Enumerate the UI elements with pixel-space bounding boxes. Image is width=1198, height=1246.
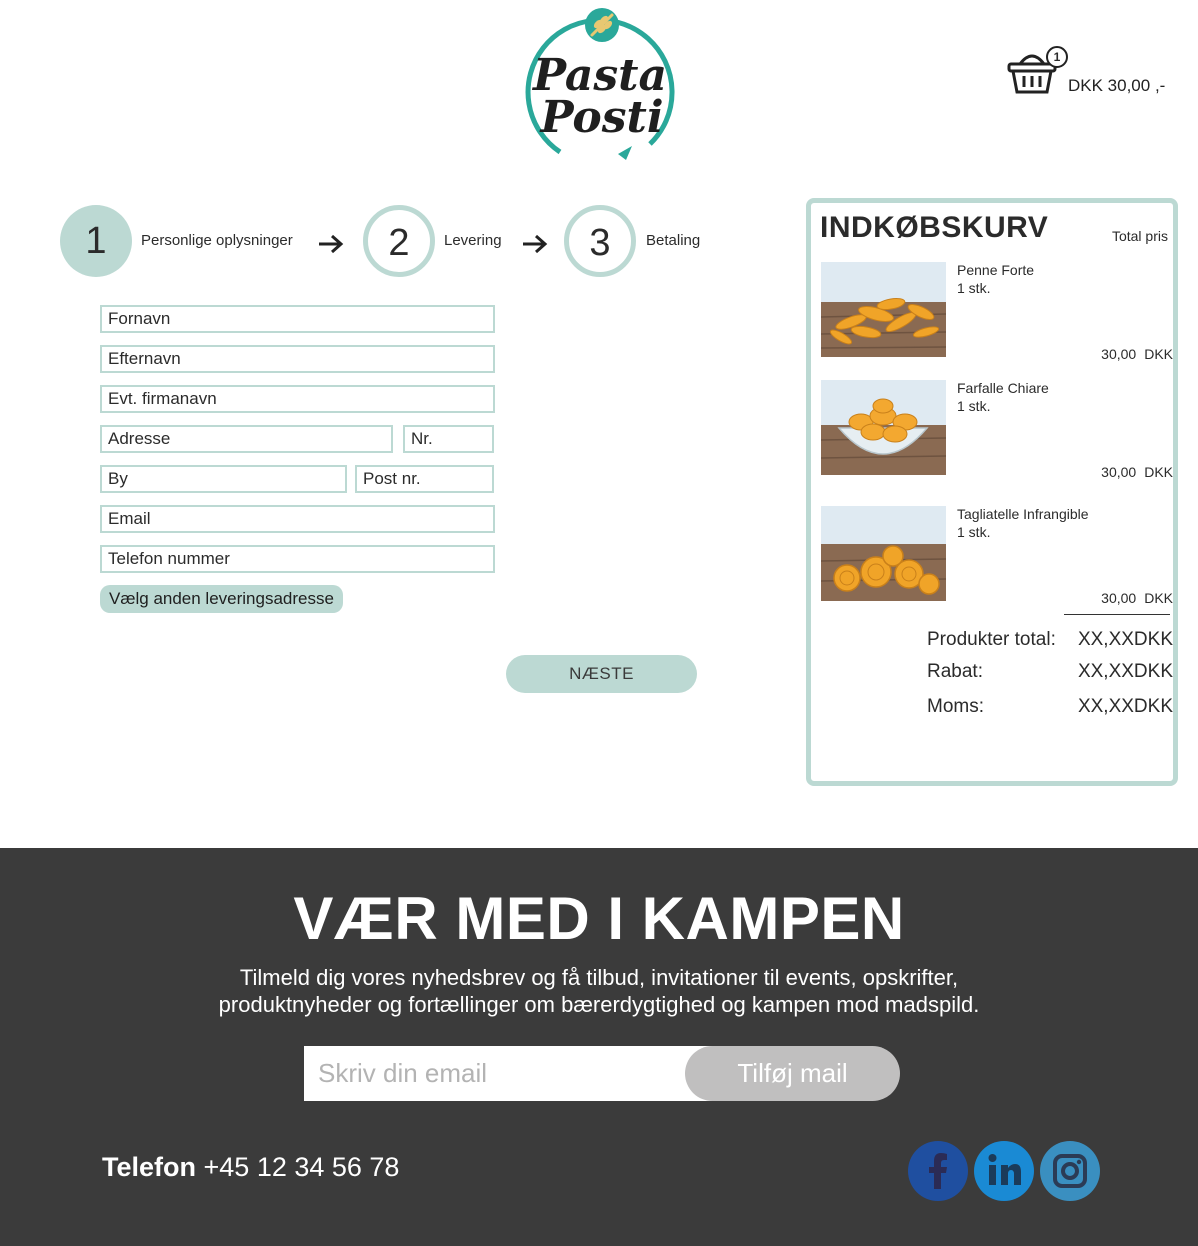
next-button[interactable]: NÆSTE	[506, 655, 697, 693]
item-price: 30,00 DKK	[1101, 590, 1173, 606]
item-quantity: 1 stk.	[957, 280, 991, 296]
address-field[interactable]	[100, 425, 393, 453]
contact-phone: Telefon +45 12 34 56 78	[102, 1152, 400, 1182]
svg-text:Posti: Posti	[540, 92, 664, 143]
last-name-field[interactable]	[100, 345, 495, 373]
step-2-label: Levering	[444, 232, 502, 249]
svg-text:Pasta: Pasta	[532, 50, 668, 101]
cart-item	[821, 380, 1173, 480]
email-field[interactable]	[100, 505, 495, 533]
house-number-field[interactable]	[403, 425, 494, 453]
farfalle-chiare-image[interactable]	[821, 380, 946, 475]
logo-graphic	[522, 4, 678, 162]
first-name-field[interactable]	[100, 305, 495, 333]
item-quantity: 1 stk.	[957, 398, 991, 414]
alternate-delivery-address-button[interactable]: Vælg anden leveringsadresse	[100, 585, 343, 613]
cart-divider	[1064, 614, 1170, 615]
item-price: 30,00 DKK	[1101, 346, 1173, 362]
item-price: 30,00 DKK	[1101, 464, 1173, 480]
item-quantity: 1 stk.	[957, 524, 991, 540]
tagliatelle-infrangible-image[interactable]	[821, 506, 946, 601]
shopping-cart-panel: INDKØBSKURV Total pris Penne Forte 1 stk. 30,00 DKK Farfalle Chiare 1 stk. 30,00 DKK Tagliatelle Infrangible 1 stk. 30,00 DKK Produkter total: XX,XXDKK Rabat: XX,XXDKK Moms: XX,XXDKK	[806, 198, 1178, 786]
cart-count-badge: 1	[1046, 46, 1068, 68]
newsletter-email-input[interactable]	[304, 1046, 724, 1101]
linkedin-icon[interactable]	[974, 1141, 1034, 1201]
item-name[interactable]: Farfalle Chiare	[957, 380, 1049, 396]
cart-total-amount: DKK 30,00 ,-	[1068, 76, 1166, 95]
item-name[interactable]: Tagliatelle Infrangible	[957, 506, 1089, 522]
phone-field[interactable]	[100, 545, 495, 573]
newsletter-description: Tilmeld dig vores nyhedsbrev og få tilbud, invitationer til events, opskrifter, produktnyheder og fortællinger om bærerdygtighed og kampen mod madspild.	[218, 965, 980, 1017]
cart-item	[821, 262, 1173, 362]
newsletter-title: VÆR MED I KAMPEN	[293, 885, 905, 952]
step-1-label: Personlige oplysninger	[141, 232, 293, 249]
company-name-field[interactable]	[100, 385, 495, 413]
add-email-button[interactable]: Tilføj mail	[685, 1046, 900, 1101]
header-cart[interactable]	[1006, 46, 1176, 102]
instagram-icon[interactable]	[1040, 1141, 1100, 1201]
postal-code-field[interactable]	[355, 465, 494, 493]
item-name[interactable]: Penne Forte	[957, 262, 1035, 278]
step-3-circle[interactable]: 3	[564, 205, 636, 277]
arrow-right-icon	[521, 233, 549, 255]
step-1-circle[interactable]: 1	[60, 205, 132, 277]
total-price-header: Total pris	[1111, 228, 1168, 244]
penne-forte-image[interactable]	[821, 262, 946, 357]
step-3-label: Betaling	[646, 232, 701, 249]
arrow-right-icon	[317, 233, 345, 255]
pasta-posti-logo[interactable]	[522, 4, 678, 162]
step-2-circle[interactable]: 2	[363, 205, 435, 277]
cart-item	[821, 506, 1173, 606]
city-field[interactable]	[100, 465, 347, 493]
newsletter-footer	[0, 848, 1198, 1246]
cart-title: INDKØBSKURV	[820, 211, 1049, 244]
facebook-icon[interactable]	[908, 1141, 968, 1201]
